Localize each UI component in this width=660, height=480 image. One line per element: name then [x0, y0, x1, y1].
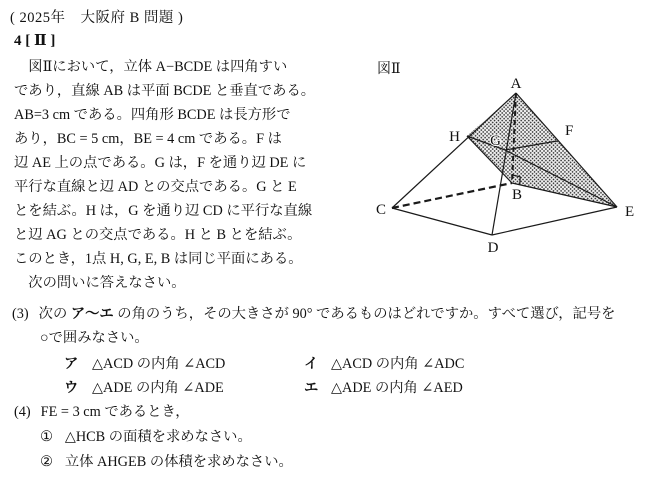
option-a-key: ア [64, 356, 79, 372]
question-3-text-cont: の角のうち，その大きさが 90° であるものはどれですか。すべて選び，記号を [113, 306, 616, 322]
source-label: ( 2025年 大阪府 B 問題 ) [10, 10, 184, 26]
pyramid-diagram [372, 55, 660, 267]
edge-de [492, 207, 617, 235]
option-i-text: △ACD の内角 ∠ADC [331, 356, 465, 372]
vertex-label-b: B [511, 187, 523, 203]
edge-cb-dashed [392, 183, 512, 208]
question-3-text-line2: ○で囲みなさい。 [40, 330, 149, 346]
question-4-text: FE = 3 cm であるとき， [40, 404, 190, 420]
figure-caption: 図Ⅱ [377, 62, 401, 77]
edge-cd [392, 208, 492, 235]
question-4-sub-2-key: ② [40, 454, 53, 470]
question-4-sub-1-text: △HCB の面積を求めなさい。 [64, 429, 252, 445]
statement-line: AB=3 cm である。四角形 BCDE は長方形で [14, 107, 291, 123]
statement-line: と辺 AG との交点である。H と B とを結ぶ。 [14, 227, 302, 243]
question-4-sub-2-text: 立体 AHGEB の体積を求めなさい。 [64, 454, 293, 470]
vertex-label-f: F [565, 123, 574, 139]
statement-line: 辺 AE 上の点である。G は，F を通り辺 DE に [14, 155, 307, 171]
question-3-choice-range: ア～エ [70, 306, 114, 322]
question-4 [14, 401, 190, 421]
statement-line: とを結ぶ。H は，G を通り辺 CD に平行な直線 [14, 203, 313, 219]
figure-2 [372, 55, 660, 267]
vertex-label-a: A [510, 76, 522, 92]
option-e-text: △ADE の内角 ∠AED [331, 380, 463, 396]
statement-line: あり，BC = 5 cm，BE = 4 cm である。F は [14, 131, 282, 147]
statement-line: このとき，1点 H, G, E, B は同じ平面にある。 [14, 251, 303, 267]
option-a-text: △ACD の内角 ∠ACD [92, 356, 226, 372]
question-4-sub-1-key: ① [40, 429, 53, 445]
vertex-label-e: E [625, 204, 635, 220]
problem-statement [14, 55, 380, 295]
question-3-text: 次の [38, 306, 71, 322]
option-u-key: ウ [64, 380, 79, 396]
vertex-label-d: D [487, 240, 499, 256]
question-4-number: (4) [14, 404, 31, 420]
question-3 [12, 303, 615, 323]
question-3-number: (3) [12, 306, 29, 322]
question-4-sub-2 [40, 451, 293, 471]
statement-line: 次の問いに答えなさい。 [14, 275, 186, 291]
statement-line: であり，直線 AB は平面 BCDE と垂直である。 [14, 83, 316, 99]
option-i-key: イ [304, 356, 319, 372]
option-e-key: エ [304, 380, 319, 396]
question-4-sub-1 [40, 426, 252, 446]
vertex-label-c: C [375, 202, 386, 218]
problem-number: 4 [ Ⅱ ] [14, 33, 56, 49]
vertex-label-g: G [490, 133, 501, 149]
option-u-text: △ADE の内角 ∠ADE [92, 380, 224, 396]
statement-line: 平行な直線と辺 AD との交点である。G と E [14, 179, 297, 195]
vertex-label-h: H [449, 129, 460, 145]
statement-line: 図Ⅱにおいて，立体 A−BCDE は四角すい [14, 59, 288, 75]
